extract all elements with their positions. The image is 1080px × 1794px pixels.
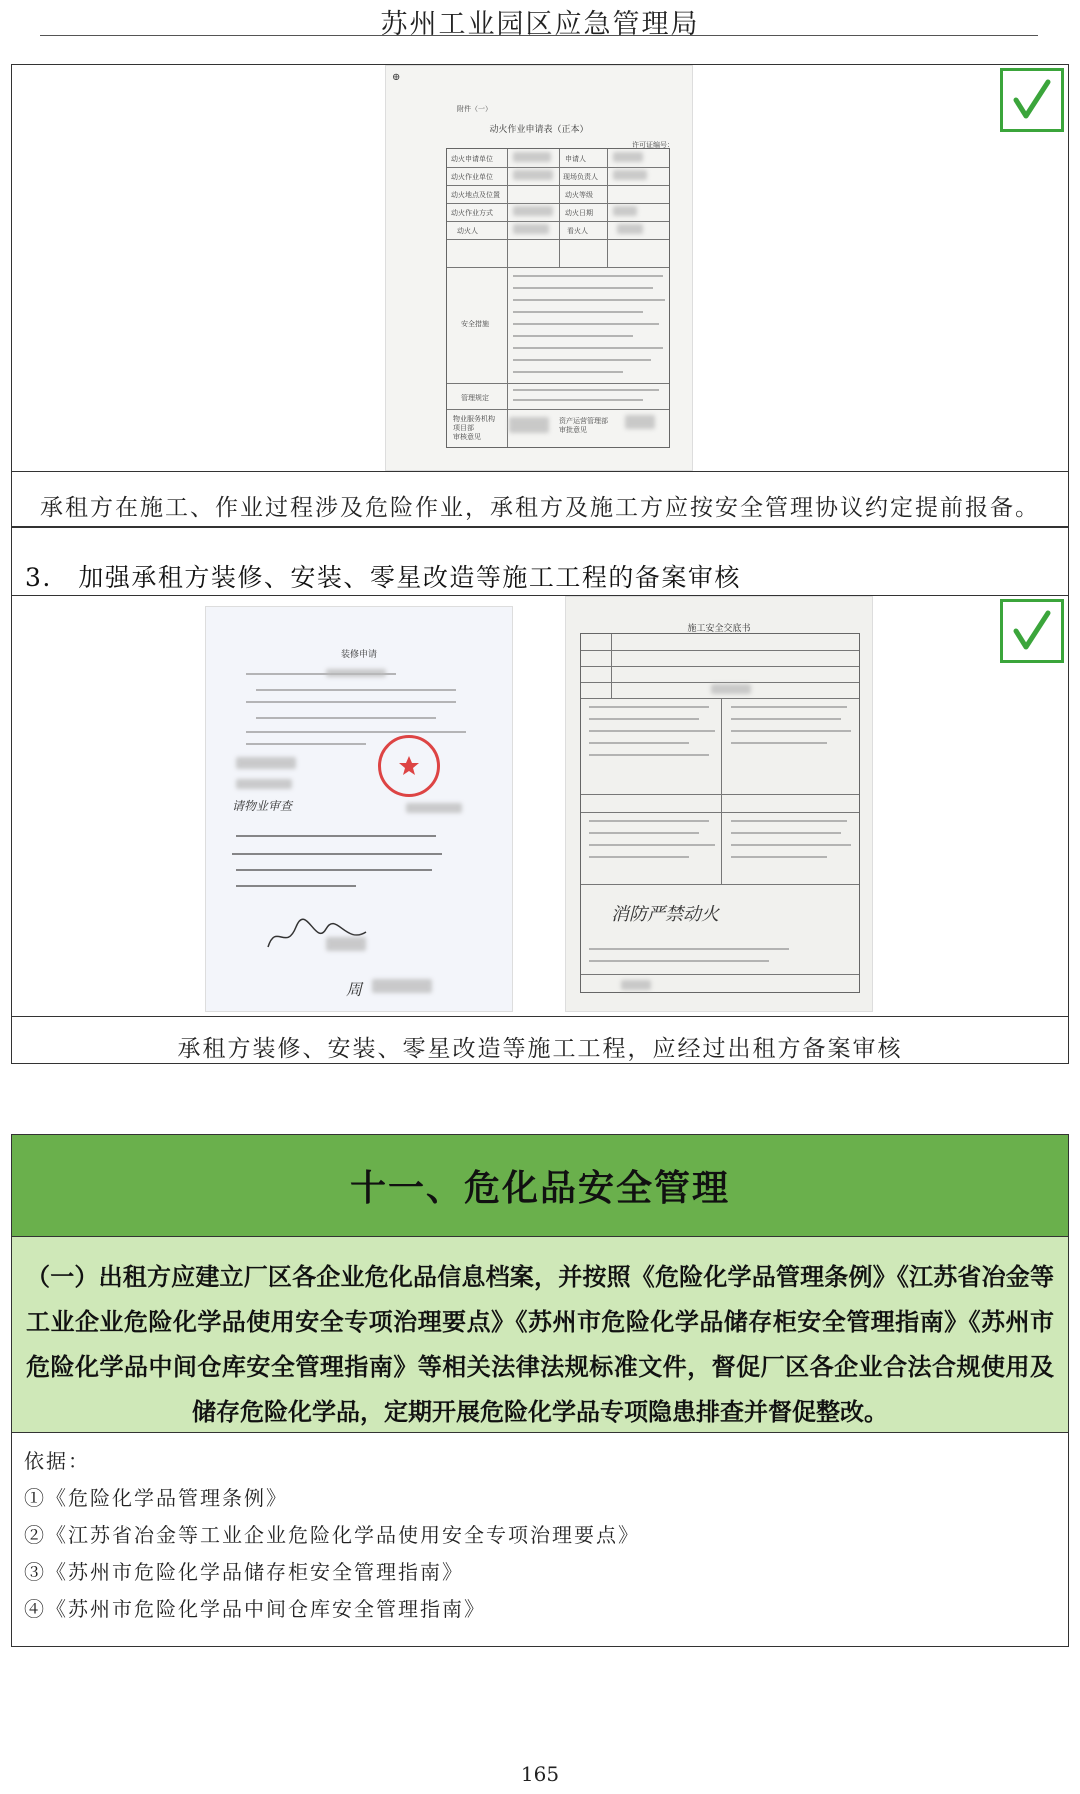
- checkmark-icon: [1000, 68, 1064, 132]
- header-rule: [40, 35, 1038, 36]
- basis-item: ②《江苏省冶金等工业企业危险化学品使用安全专项治理要点》: [24, 1523, 640, 1547]
- basis-item: ③《苏州市危险化学品储存柜安全管理指南》: [24, 1560, 464, 1584]
- doc-permit-no: 许可证编号：: [632, 141, 674, 149]
- page-number: 165: [520, 1762, 560, 1786]
- panel-divider: [11, 471, 1069, 472]
- basis-label: 依据：: [24, 1449, 90, 1473]
- row-label: 动火作业单位: [451, 173, 493, 181]
- doc-title: 施工安全交底书: [687, 624, 751, 634]
- property-review-label: 物业服务机构 项目部 审核意见: [453, 415, 495, 441]
- basis-list: [11, 1433, 1069, 1647]
- hot-work-caption: 承租方在施工、作业过程涉及危险作业，承租方及施工方应按安全管理协议约定提前报备。: [40, 495, 1040, 521]
- row-label: 动火申请单位: [451, 155, 493, 163]
- section-11-title: 十一、危化品安全管理: [349, 1167, 730, 1209]
- panel-divider: [11, 595, 1069, 596]
- doc-title: 装修申请: [340, 650, 377, 660]
- management-rules-label: 管理规定: [461, 394, 489, 402]
- section-11-body-text: （一）出租方应建立厂区各企业危化品信息档案，并按照《危险化学品管理条例》《江苏省冶金等工业企业危险化学品使用安全专项治理要点》《苏州市危险化学品储存柜安全管理指南》《苏州市危险化学品中间仓库安全管理指南》等相关法律法规标准文件，督促厂区各企业合法合规使用及储存危险化学品，定期开展危险化学品专项隐患排查并督促整改。: [26, 1263, 1054, 1426]
- basis-item: ④《苏州市危险化学品中间仓库安全管理指南》: [24, 1597, 486, 1621]
- renovation-caption: 承租方装修、安装、零星改造等施工工程，应经过出租方备案审核: [177, 1036, 903, 1062]
- doc-title: 动火作业申请表（正本）: [489, 125, 589, 135]
- permit-table: [446, 148, 670, 448]
- panel-renovation: [11, 527, 1069, 1064]
- handwriting-note: 请物业审查: [232, 799, 293, 813]
- row-label: 动火等级: [565, 191, 593, 199]
- checkmark-icon: [1000, 599, 1064, 663]
- row-label: 现场负责人: [563, 173, 598, 181]
- basis-item: ①《危险化学品管理条例》: [24, 1486, 288, 1510]
- page-header-title: 苏州工业园区应急管理局: [380, 9, 700, 40]
- asset-approval-label: 资产运营管理部 审批意见: [559, 417, 608, 434]
- doc-stamp-mark: ⊕: [392, 72, 401, 83]
- renovation-application-scan: [206, 607, 512, 1011]
- row-label: 动火地点及位置: [451, 191, 500, 199]
- handwriting-signature: 周: [346, 980, 363, 999]
- row-label: 申请人: [565, 155, 586, 163]
- red-seal-stamp: [378, 735, 440, 797]
- section-11-summary: [11, 1237, 1069, 1433]
- row-label: 动火人: [457, 227, 478, 235]
- briefing-table: [580, 633, 860, 993]
- row-label: 动火作业方式: [451, 209, 493, 217]
- row-label: 看火人: [567, 227, 588, 235]
- safety-briefing-scan: [566, 597, 872, 1011]
- safety-measures-label: 安全措施: [461, 320, 489, 328]
- section-11-header: [11, 1134, 1069, 1237]
- hot-work-permit-scan: [386, 66, 692, 470]
- handwriting-note: 消防严禁动火: [611, 904, 719, 925]
- doc-attachment-label: 附件（一）: [457, 105, 492, 113]
- panel-divider: [11, 1016, 1069, 1017]
- section-3-title: 3. 加强承租方装修、安装、零星改造等施工工程的备案审核: [25, 563, 741, 592]
- row-label: 动火日期: [565, 209, 593, 217]
